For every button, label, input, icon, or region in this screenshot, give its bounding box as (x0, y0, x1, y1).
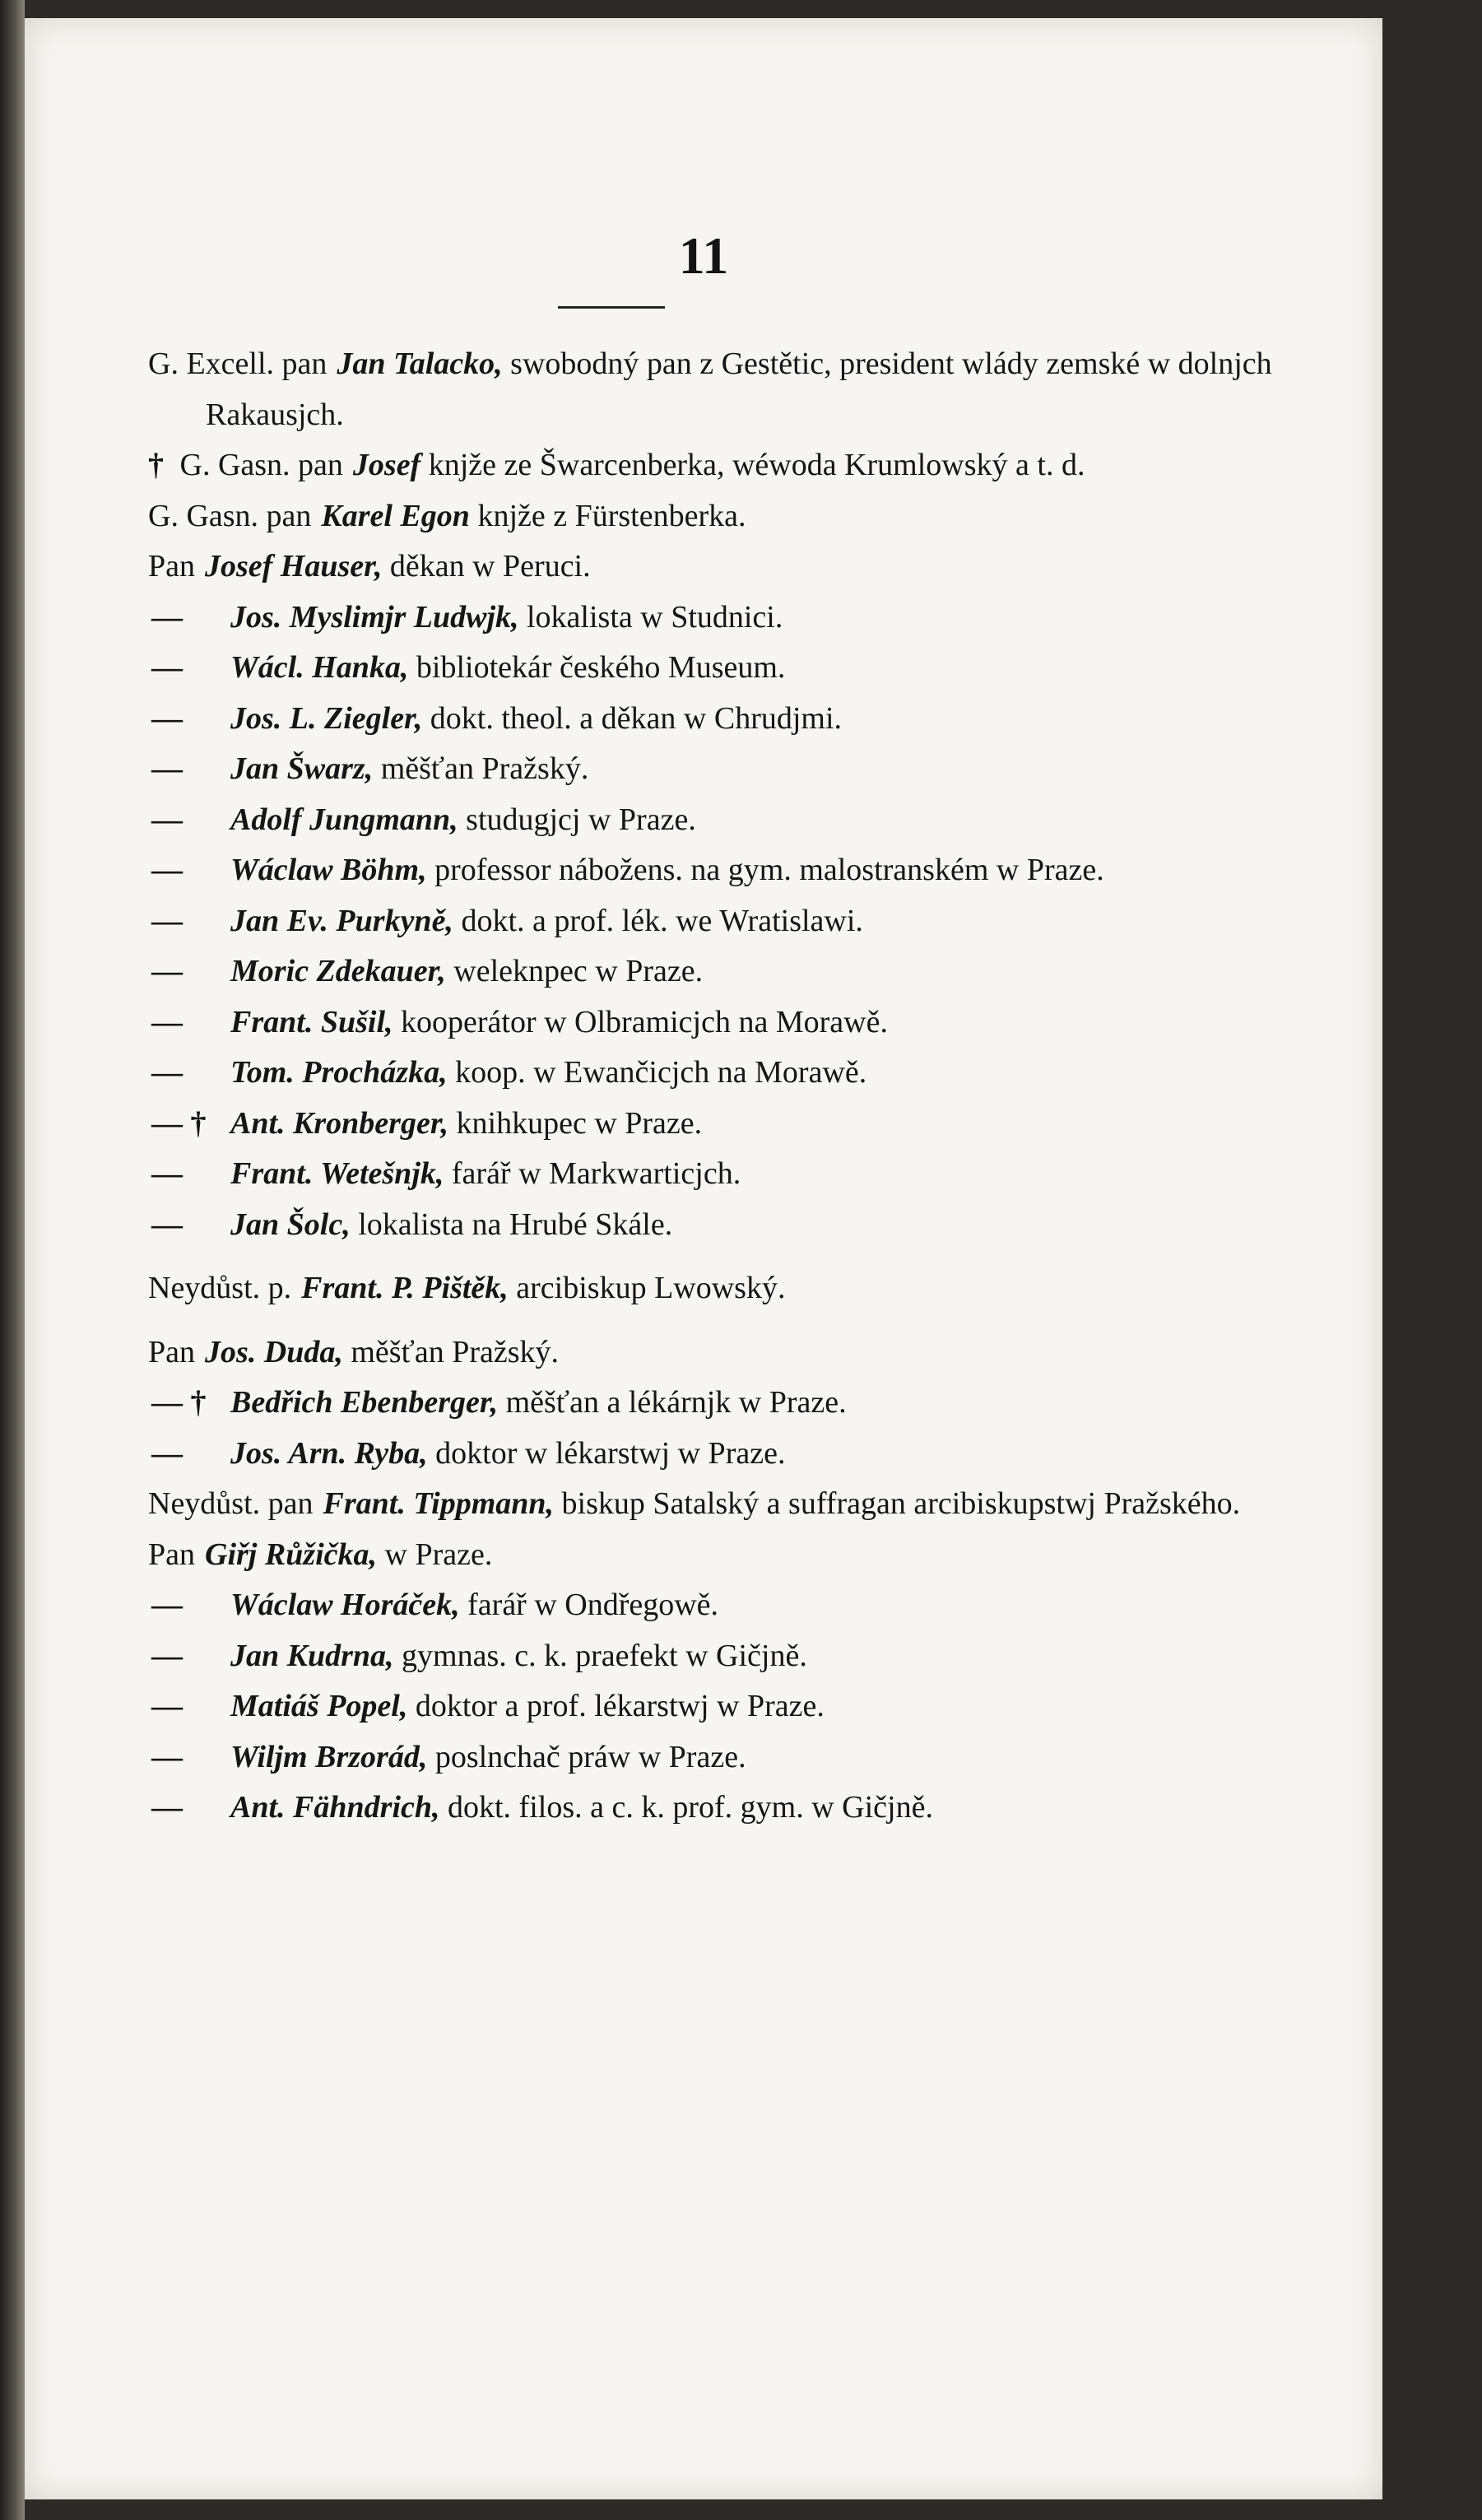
list-entry (25, 1327, 1382, 1379)
list-entry (25, 491, 1382, 542)
entry-description: bibliotekár českého Museum. (408, 650, 786, 685)
list-entry (25, 1378, 1382, 1429)
entry-description: arcibiskup Lwowský. (508, 1271, 786, 1305)
list-entry (25, 1580, 1382, 1631)
entry-gap (25, 1250, 1382, 1263)
entry-title: Neydůst. p. (148, 1271, 292, 1305)
entry-prefix: — (151, 954, 183, 988)
list-entry (25, 542, 1382, 593)
subscriber-list (25, 339, 1382, 1834)
entry-prefix: — (151, 700, 183, 736)
entry-name: Ant. Fähndrich, (230, 1790, 440, 1825)
list-entry (25, 1783, 1382, 1834)
entry-description: dokt. theol. a děkan w Chrudjmi. (422, 700, 843, 736)
entry-description: doktor a prof. lékarstwj w Praze. (407, 1689, 825, 1723)
page-number: 11 (678, 226, 729, 285)
entry-name: Adolf Jungmann, (230, 802, 458, 837)
entry-prefix: † (148, 448, 172, 482)
entry-prefix: — (151, 853, 183, 887)
list-entry (25, 440, 1382, 491)
entry-description: knjže ze Šwarcenberka, wéwoda Krumlowský a t. d. (420, 448, 1085, 482)
entry-prefix: — (151, 1207, 183, 1242)
list-entry (25, 1732, 1382, 1783)
entry-description: studugjcj w Praze. (458, 802, 696, 837)
list-entry (25, 1631, 1382, 1682)
entry-description: kooperátor w Olbramicjch na Morawě. (393, 1004, 888, 1039)
entry-prefix: — (151, 1156, 183, 1191)
entry-description: dokt. a prof. lék. we Wratislawi. (453, 903, 863, 938)
entry-name: Frant. Wetešnjk, (230, 1156, 444, 1191)
entry-prefix: — † (151, 1385, 207, 1420)
entry-prefix: — (151, 1588, 183, 1622)
entry-description: knihkupec w Praze. (448, 1105, 703, 1141)
entry-name: Wáclaw Horáček, (230, 1588, 460, 1622)
list-entry (25, 643, 1382, 694)
entry-name: Jan Kudrna, (230, 1638, 394, 1673)
entry-name: Wáclaw Böhm, (230, 853, 427, 887)
entry-prefix: — (151, 903, 183, 938)
entry-prefix: — (151, 802, 183, 837)
page-gutter-shadow (0, 0, 25, 2520)
list-entry (25, 339, 1382, 440)
entry-description: měšťan a lékárnjk w Praze. (498, 1385, 847, 1420)
entry-title: Neydůst. pan (148, 1486, 314, 1521)
list-entry (25, 744, 1382, 795)
entry-name: Moric Zdekauer, (230, 954, 446, 988)
entry-name: Jan Šwarz, (230, 751, 374, 786)
entry-name: Jan Talacko, (337, 346, 503, 381)
entry-prefix: — (151, 1435, 183, 1471)
list-entry (25, 1149, 1382, 1200)
entry-name: Giřj Růžička, (205, 1537, 378, 1572)
entry-prefix: — (151, 1055, 183, 1090)
entry-description: farář w Ondřegowě. (459, 1588, 719, 1622)
list-entry (25, 1048, 1382, 1099)
entry-name: Bedřich Ebenberger, (230, 1385, 499, 1420)
entry-name: Wiljm Brzorád, (230, 1739, 428, 1774)
entry-name: Frant. Tippmann, (323, 1486, 555, 1521)
entry-title: Pan (148, 1334, 195, 1369)
entry-title: Pan (148, 549, 195, 584)
entry-prefix: — † (151, 1105, 207, 1141)
entry-description: lokalista na Hrubé Skále. (350, 1207, 673, 1242)
entry-prefix: — (151, 1739, 183, 1774)
entry-name: Jos. L. Ziegler, (230, 700, 423, 736)
entry-description: biskup Satalský a suffragan arcibiskupstwj Pražského. (554, 1486, 1241, 1521)
list-entry (25, 1530, 1382, 1581)
entry-description: swobodný pan z Gestětic, president wlády zemské w dolnjch Rakausjch. (206, 346, 1272, 432)
entry-title: G. Excell. pan (148, 346, 328, 381)
entry-name: Jan Šolc, (230, 1207, 351, 1242)
entry-title: G. Gasn. pan (179, 448, 343, 482)
entry-gap (25, 1314, 1382, 1327)
list-entry (25, 1479, 1382, 1530)
entry-name: Jos. Myslimjr Ludwjk, (230, 599, 519, 635)
entry-name: Karel Egon (321, 498, 470, 533)
entry-prefix: — (151, 1004, 183, 1039)
entry-description: koop. w Ewančicjch na Morawě. (447, 1055, 867, 1090)
list-entry (25, 845, 1382, 896)
list-entry (25, 1099, 1382, 1150)
list-entry (25, 896, 1382, 947)
entry-prefix: — (151, 1638, 183, 1673)
entry-description: weleknpec w Praze. (445, 954, 704, 988)
entry-name: Frant. Sušil, (230, 1004, 393, 1039)
list-entry (25, 997, 1382, 1048)
entry-description: poslnchač práw w Praze. (427, 1739, 746, 1774)
list-entry (25, 1681, 1382, 1732)
entry-description: farář w Markwarticjch. (444, 1156, 741, 1191)
page-number-rule (558, 306, 665, 309)
list-entry (25, 1200, 1382, 1251)
list-entry (25, 1263, 1382, 1314)
entry-description: doktor w lékarstwj w Praze. (427, 1435, 786, 1471)
entry-name: Jos. Duda, (205, 1334, 343, 1369)
entry-name: Josef (352, 448, 421, 482)
entry-description: měšťan Pražský. (342, 1334, 559, 1369)
entry-prefix: — (151, 650, 183, 685)
entry-description: professor nábožens. na gym. malostranském w Praze. (426, 853, 1104, 887)
entry-title: Pan (148, 1537, 195, 1572)
book-page (25, 18, 1382, 2499)
entry-prefix: — (151, 751, 183, 786)
entry-description: měšťan Pražský. (373, 751, 589, 786)
entry-description: w Praze. (377, 1537, 493, 1572)
entry-description: dokt. filos. a c. k. prof. gym. w Gičjně. (439, 1790, 933, 1825)
entry-description: lokalista w Studnici. (518, 599, 783, 635)
entry-title: G. Gasn. pan (148, 498, 312, 533)
list-entry (25, 795, 1382, 846)
list-entry (25, 694, 1382, 745)
entry-name: Tom. Procházka, (230, 1055, 448, 1090)
entry-prefix: — (151, 1790, 183, 1825)
entry-description: děkan w Peruci. (382, 549, 591, 584)
entry-name: Jos. Arn. Ryba, (230, 1435, 428, 1471)
entry-name: Matiáš Popel, (230, 1689, 408, 1723)
list-entry (25, 1429, 1382, 1480)
entry-name: Ant. Kronberger, (230, 1105, 449, 1141)
entry-name: Wácl. Hanka, (230, 650, 409, 685)
entry-prefix: — (151, 599, 183, 635)
entry-name: Frant. P. Pištěk, (301, 1271, 509, 1305)
entry-prefix: — (151, 1689, 183, 1723)
entry-description: knjže z Fürstenberka. (469, 498, 746, 533)
entry-name: Jan Ev. Purkyně, (230, 903, 453, 938)
entry-name: Josef Hauser, (205, 549, 383, 584)
entry-description: gymnas. c. k. praefekt w Gičjně. (393, 1638, 807, 1673)
list-entry (25, 946, 1382, 997)
list-entry (25, 593, 1382, 644)
